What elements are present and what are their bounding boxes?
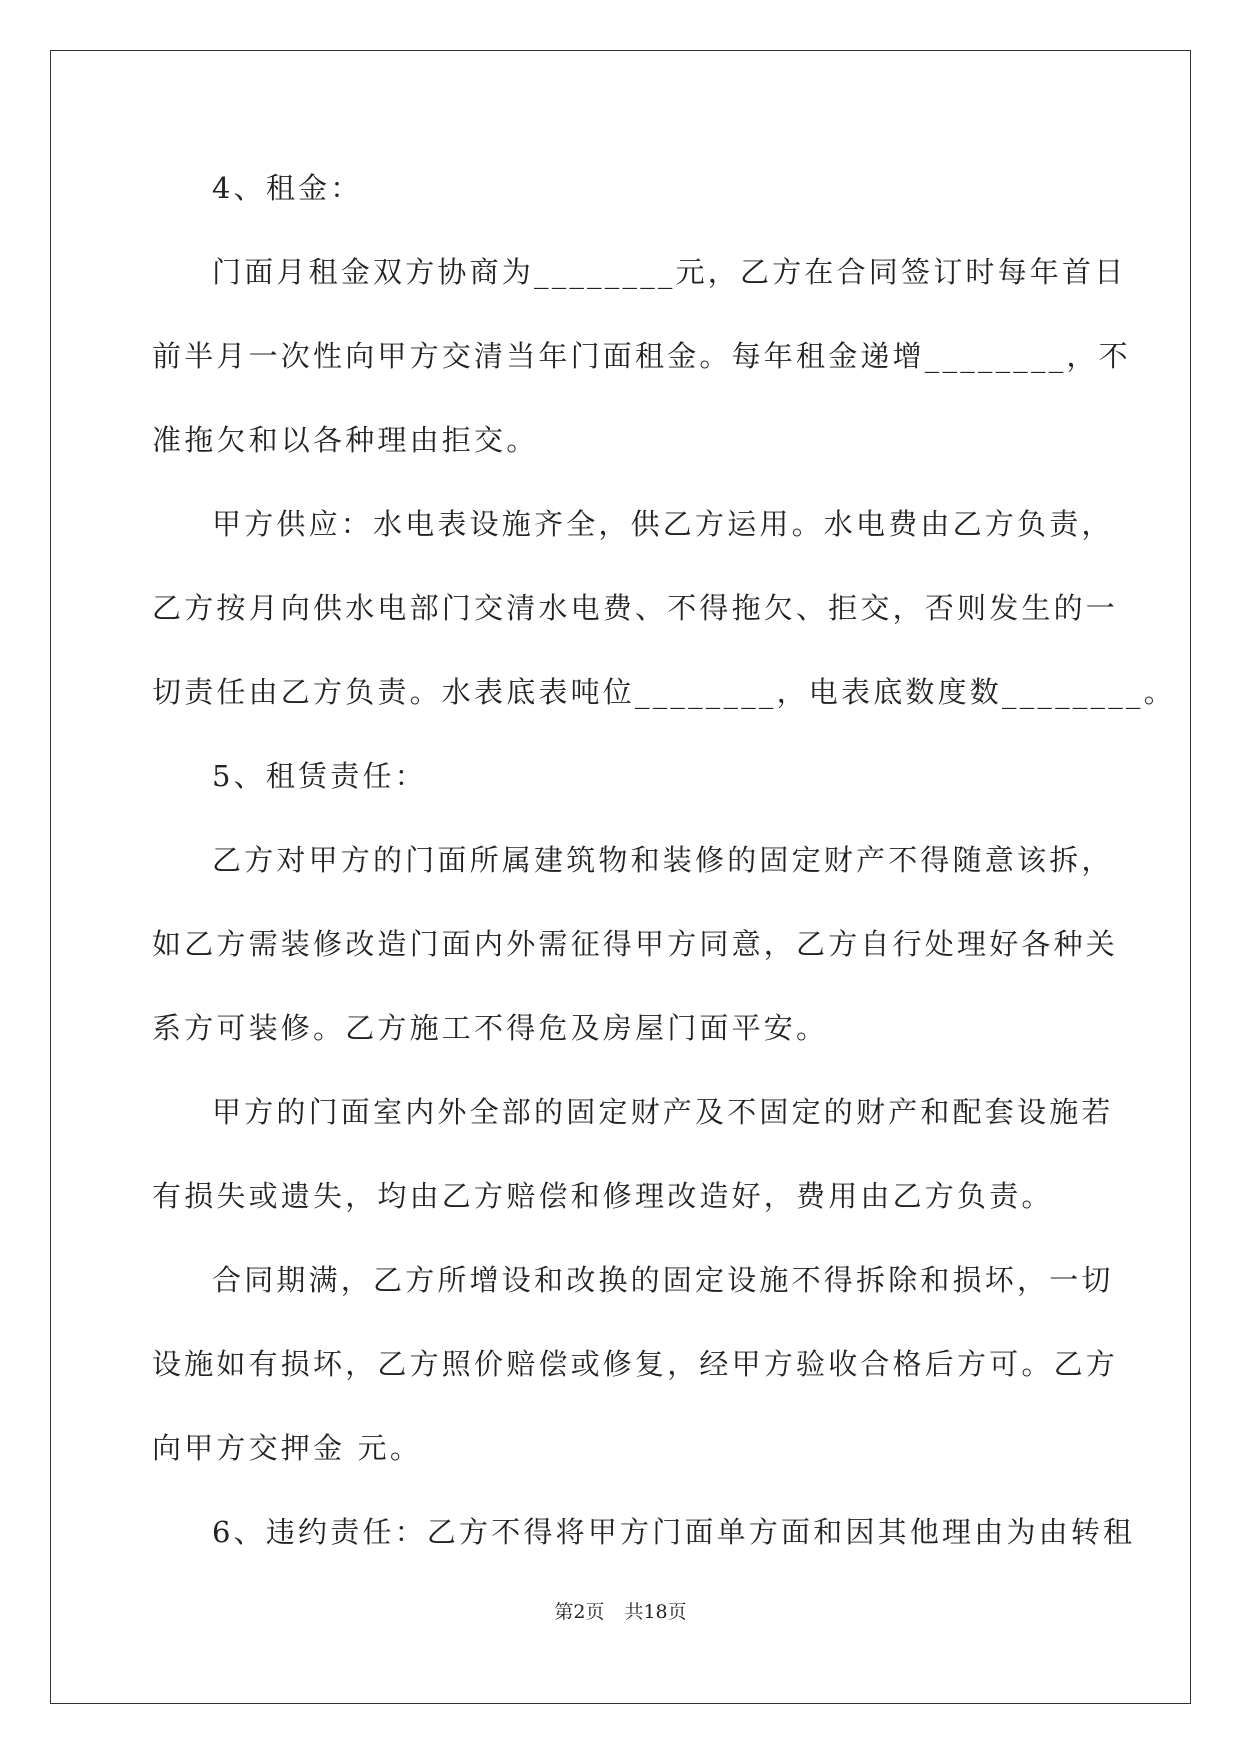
paragraph-line: 甲方的门面室内外全部的固定财产及不固定的财产和配套设施若	[212, 1095, 1114, 1129]
paragraph-line: 乙方对甲方的门面所属建筑物和装修的固定财产不得随意该拆，	[212, 843, 1114, 877]
paragraph-line: 向甲方交押金 元。	[152, 1431, 423, 1465]
section-heading-rent: 4、租金：	[212, 171, 363, 205]
paragraph-line: 合同期满，乙方所增设和改换的固定设施不得拆除和损坏，一切	[212, 1263, 1114, 1297]
paragraph-line: 准拖欠和以各种理由拒交。	[152, 423, 539, 457]
paragraph-line: 系方可装修。乙方施工不得危及房屋门面平安。	[152, 1011, 829, 1045]
page-footer	[0, 1600, 1241, 1624]
paragraph-line: 甲方供应：水电表设施齐全，供乙方运用。水电费由乙方负责，	[212, 507, 1114, 541]
section-heading-breach: 6、违约责任：乙方不得将甲方门面单方面和因其他理由为由转租	[212, 1515, 1136, 1549]
paragraph-line: 前半月一次性向甲方交清当年门面租金。每年租金递增________，不	[152, 339, 1131, 373]
paragraph-line: 切责任由乙方负责。水表底表吨位________，电表底数度数________。	[152, 675, 1176, 709]
paragraph-line: 设施如有损坏，乙方照价赔偿或修复，经甲方验收合格后方可。乙方	[152, 1347, 1119, 1381]
page-number: 第2页	[554, 1601, 605, 1623]
paragraph-line: 门面月租金双方协商为________元，乙方在合同签订时每年首日	[212, 255, 1127, 289]
page-total: 共18页	[624, 1601, 687, 1623]
section-heading-lease-duty: 5、租赁责任：	[212, 759, 427, 793]
paragraph-line: 有损失或遗失，均由乙方赔偿和修理改造好，费用由乙方负责。	[152, 1179, 1054, 1213]
paragraph-line: 如乙方需装修改造门面内外需征得甲方同意，乙方自行处理好各种关	[152, 927, 1119, 961]
paragraph-line: 乙方按月向供水电部门交清水电费、不得拖欠、拒交，否则发生的一	[152, 591, 1119, 625]
